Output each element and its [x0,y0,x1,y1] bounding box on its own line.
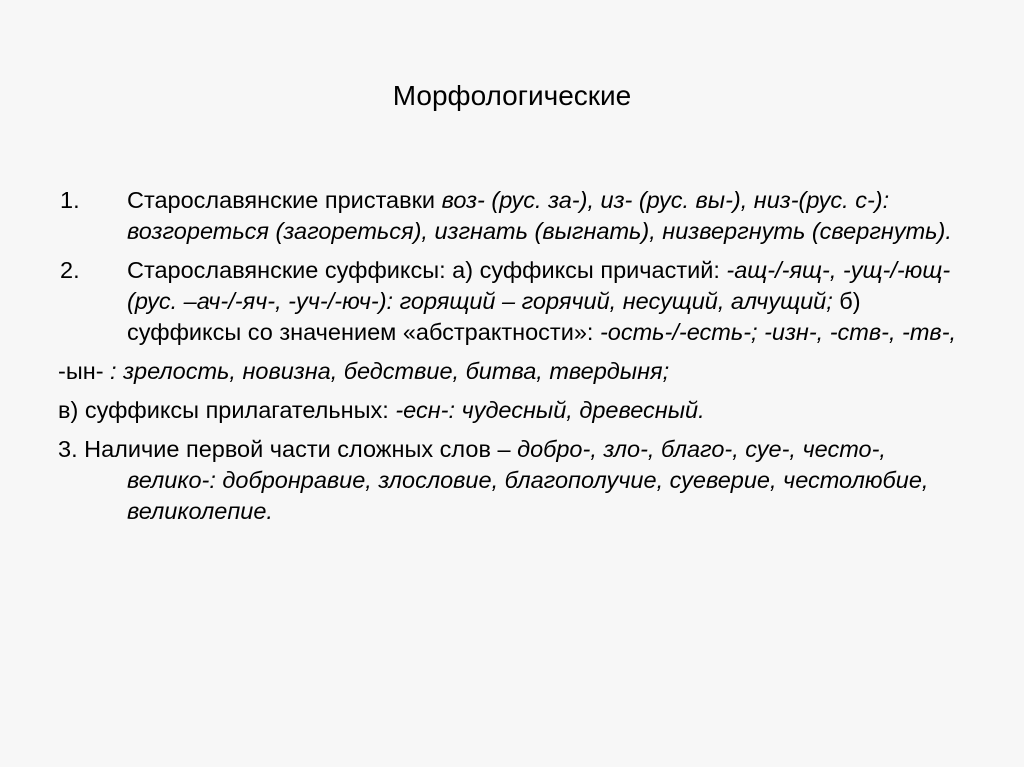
item-text-regular: б) суффиксы со значением «абстрактности»: [127,288,861,345]
item-number: 2. [60,257,80,283]
paragraph-text-italic: : зрелость, новизна, бедствие, битва, твердыня; [103,358,670,384]
paragraph [58,434,978,527]
item-text-regular: Старославянские суффиксы: а) суффиксы причастий: [127,257,727,283]
paragraph-text-regular: -ын- [58,358,104,384]
paragraph-text-italic: -есн-: чудесный, древесный. [395,397,705,423]
item-text-italic: -ащ-/-ящ-, -ущ-/-ющ- (рус. –ач-/-яч-, -уч-/-юч-): горящий – горячий, несущий, алчущий; [127,257,951,314]
item-number: 1. [60,187,80,213]
item-text-italic: -ость-/-есть-; -изн-, -ств-, -тв-, [599,319,957,345]
paragraph [58,356,978,387]
list-item [58,255,978,348]
paragraph-text-regular: в) суффиксы прилагательных: [58,397,396,423]
list-item [58,185,978,247]
item-text-italic: воз- (рус. за-), из- (рус. вы-), низ-(рус. с-): возгореться (загореться), изгнать (выгнать), низвергнуть (свергнуть). [127,187,952,244]
paragraph-text-italic: добро-, зло-, благо-, суе-, често-, велико-: добронравие, злословие, благополучие, суеверие, честолюбие, великолепие. [127,436,929,524]
paragraph [58,395,978,426]
paragraph-text-regular: 3. Наличие первой части сложных слов – [58,436,518,462]
slide-title: Морфологические [392,80,632,111]
slide-body [58,185,978,535]
item-text-regular: Старославянские приставки [127,187,442,213]
